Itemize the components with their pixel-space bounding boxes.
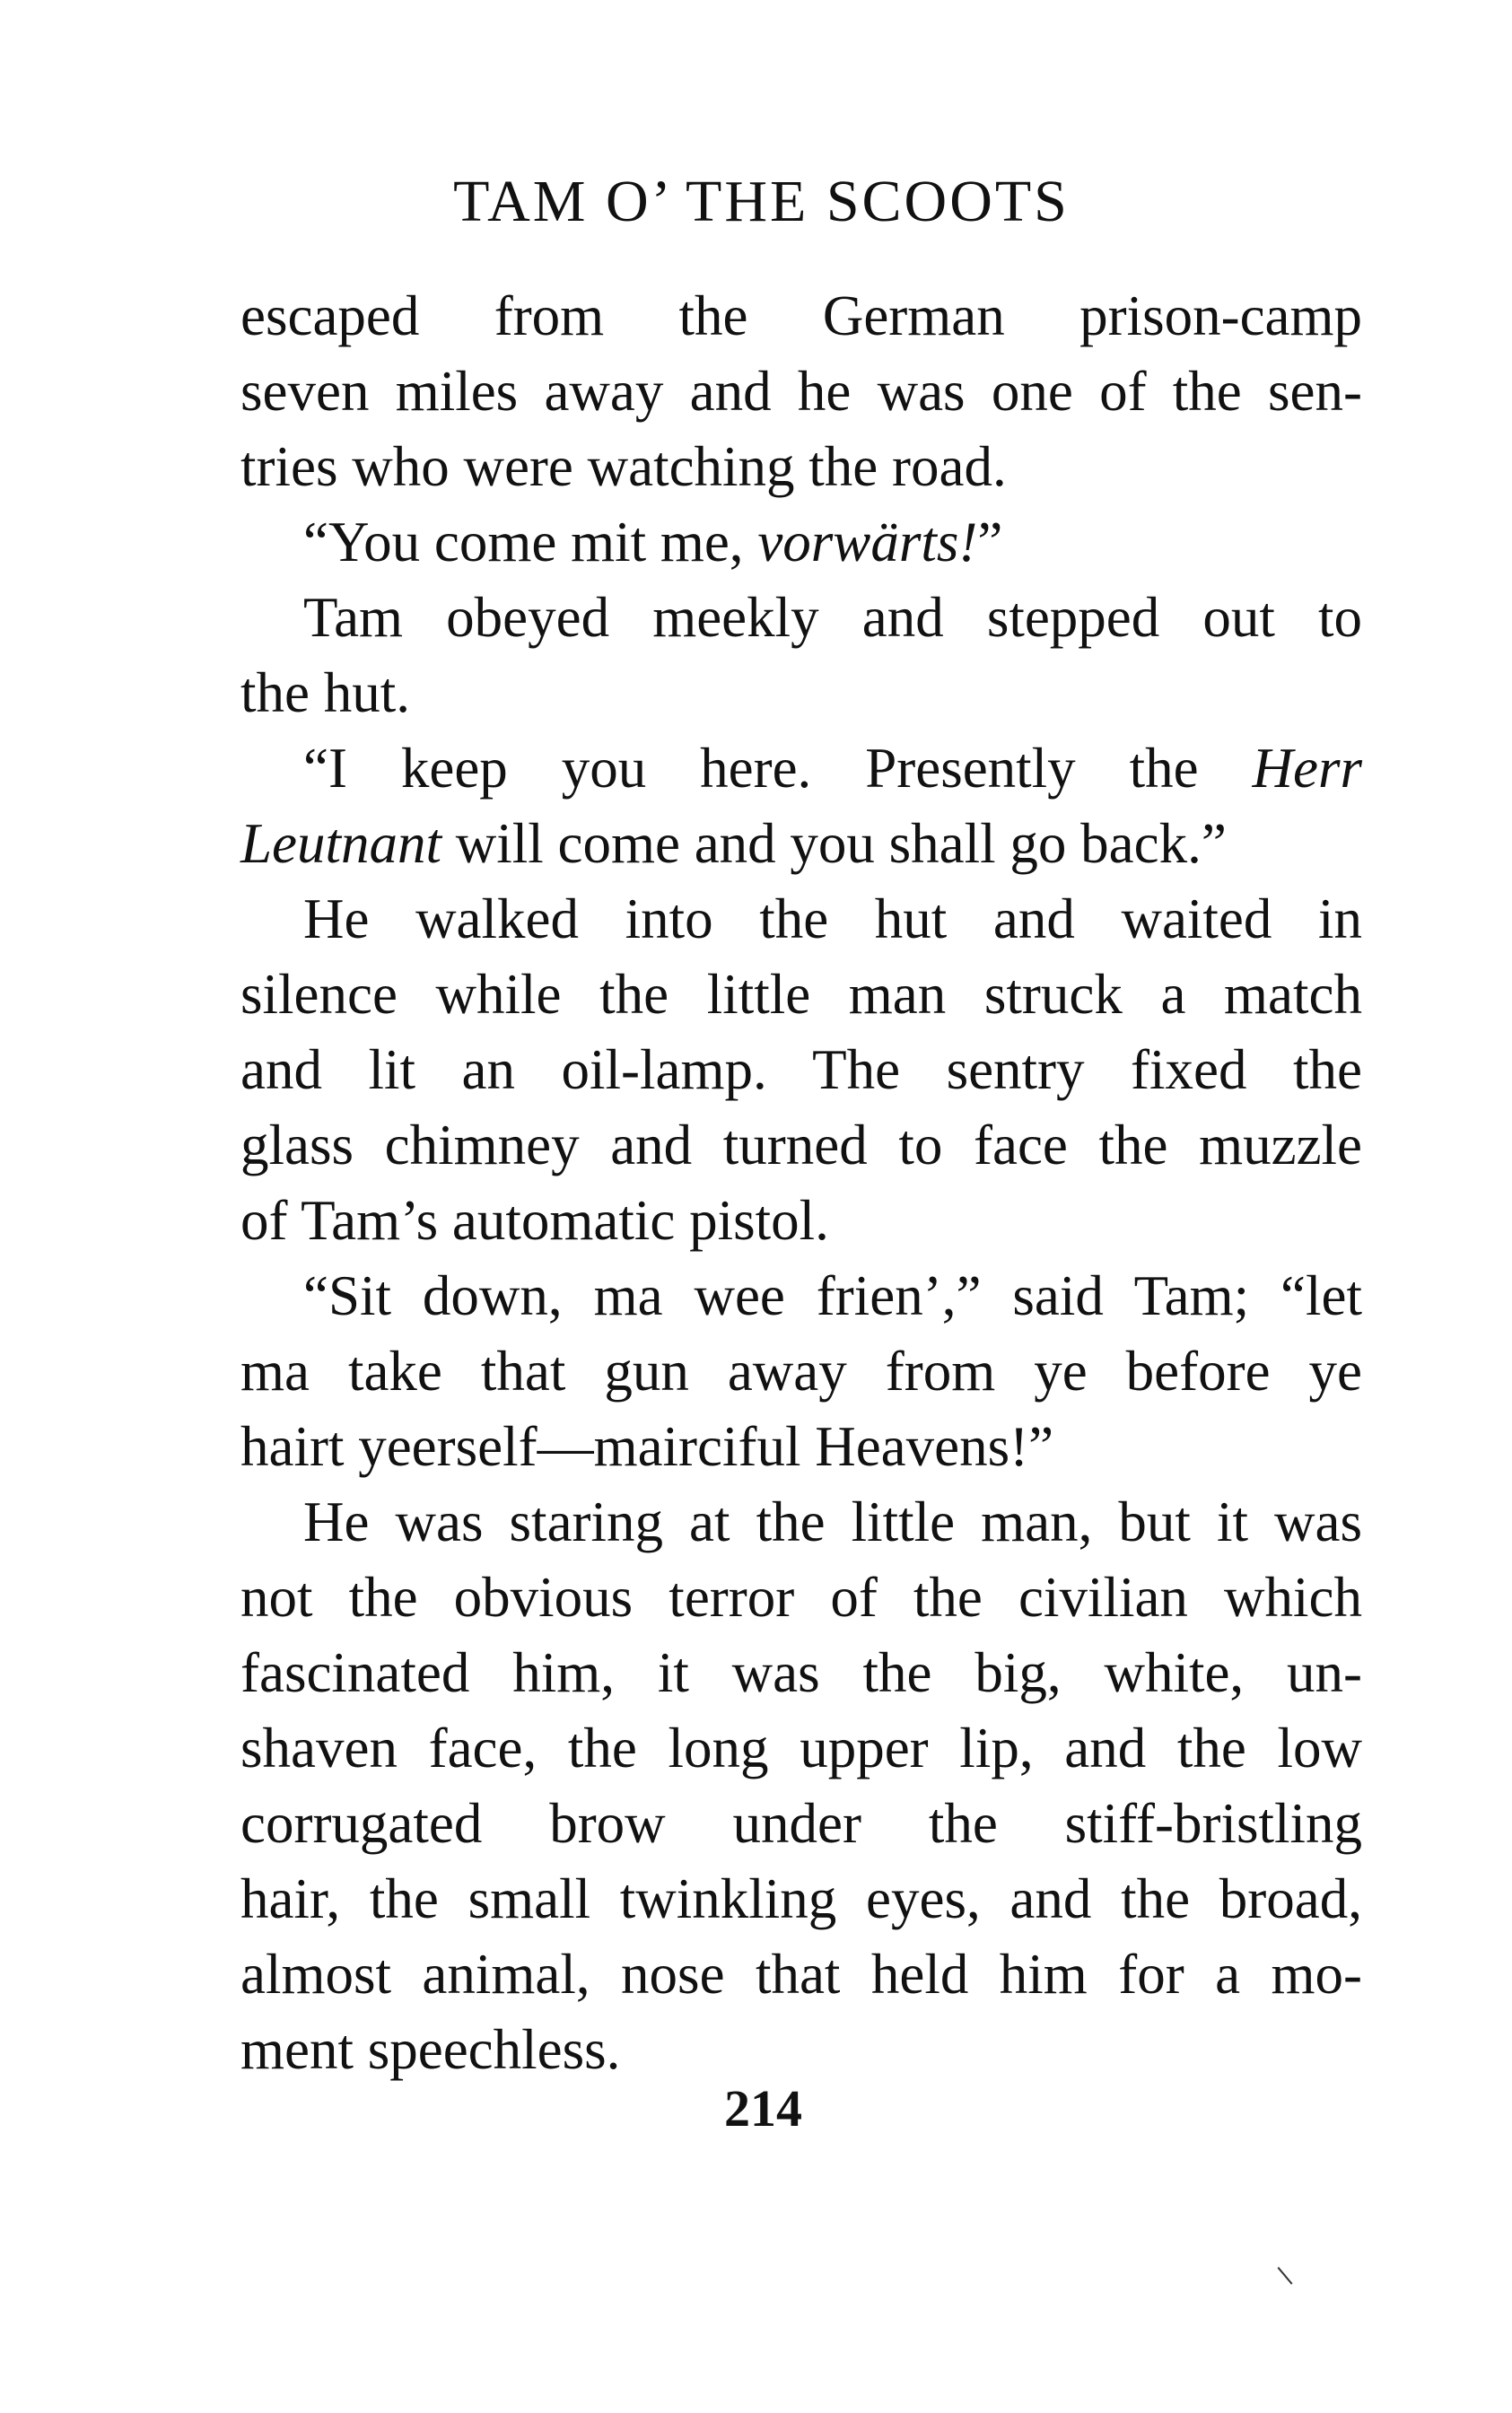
text-span: ”: [977, 511, 1003, 573]
text-line: and lit an oil-lamp. The sentry fixed the: [240, 1038, 1362, 1101]
text-line: He was staring at the little man, but it was: [303, 1491, 1362, 1553]
text-line: hair, the small twinkling eyes, and the broad,: [240, 1867, 1362, 1930]
text-line: the hut.: [240, 661, 410, 724]
text-line: fascinated him, it was the big, white, un-: [240, 1641, 1362, 1704]
text-line: tries who were watching the road.: [240, 435, 1007, 498]
text-line: He walked into the hut and waited in: [303, 887, 1362, 950]
text-line: Tam obeyed meekly and stepped out to: [303, 586, 1362, 649]
text-span: “You come mit me,: [303, 511, 758, 573]
running-head: TAM O’ THE SCOOTS: [453, 169, 1070, 234]
text-line: not the obvious terror of the civilian which: [240, 1566, 1362, 1629]
italic-word: Herr: [1252, 737, 1362, 800]
italic-word: Leutnant: [240, 812, 442, 875]
text-line: glass chimney and turned to face the muzzle: [240, 1114, 1362, 1176]
text-line: [240, 504, 1362, 580]
text-line: shaven face, the long upper lip, and the low: [240, 1717, 1362, 1779]
text-line: hairt yeerself—mairciful Heavens!”: [240, 1415, 1054, 1478]
text-line: seven miles away and he was one of the sen-: [240, 360, 1362, 423]
text-span: will come and you shall go back.”: [441, 812, 1227, 875]
text-line: silence while the little man struck a match: [240, 963, 1362, 1026]
text-line: ma take that gun away from ye before ye: [240, 1340, 1362, 1403]
text-line: of Tam’s automatic pistol.: [240, 1189, 829, 1252]
italic-word: vorwärts!: [757, 511, 978, 573]
text-line: escaped from the German prison-camp: [240, 284, 1362, 347]
page-number: 214: [724, 2079, 802, 2138]
stray-mark: [1278, 2267, 1293, 2285]
text-line: [240, 806, 1362, 881]
text-line: almost animal, nose that held him for a mo-: [240, 1943, 1362, 2006]
body-text: [240, 278, 1362, 2087]
text-line: “Sit down, ma wee frien’,” said Tam; “let: [303, 1264, 1362, 1327]
text-span: “I keep you here. Presently the: [303, 737, 1253, 800]
text-line: [240, 730, 1362, 806]
text-line: ment speechless.: [240, 2018, 621, 2081]
text-line: corrugated brow under the stiff-bristling: [240, 1792, 1362, 1855]
